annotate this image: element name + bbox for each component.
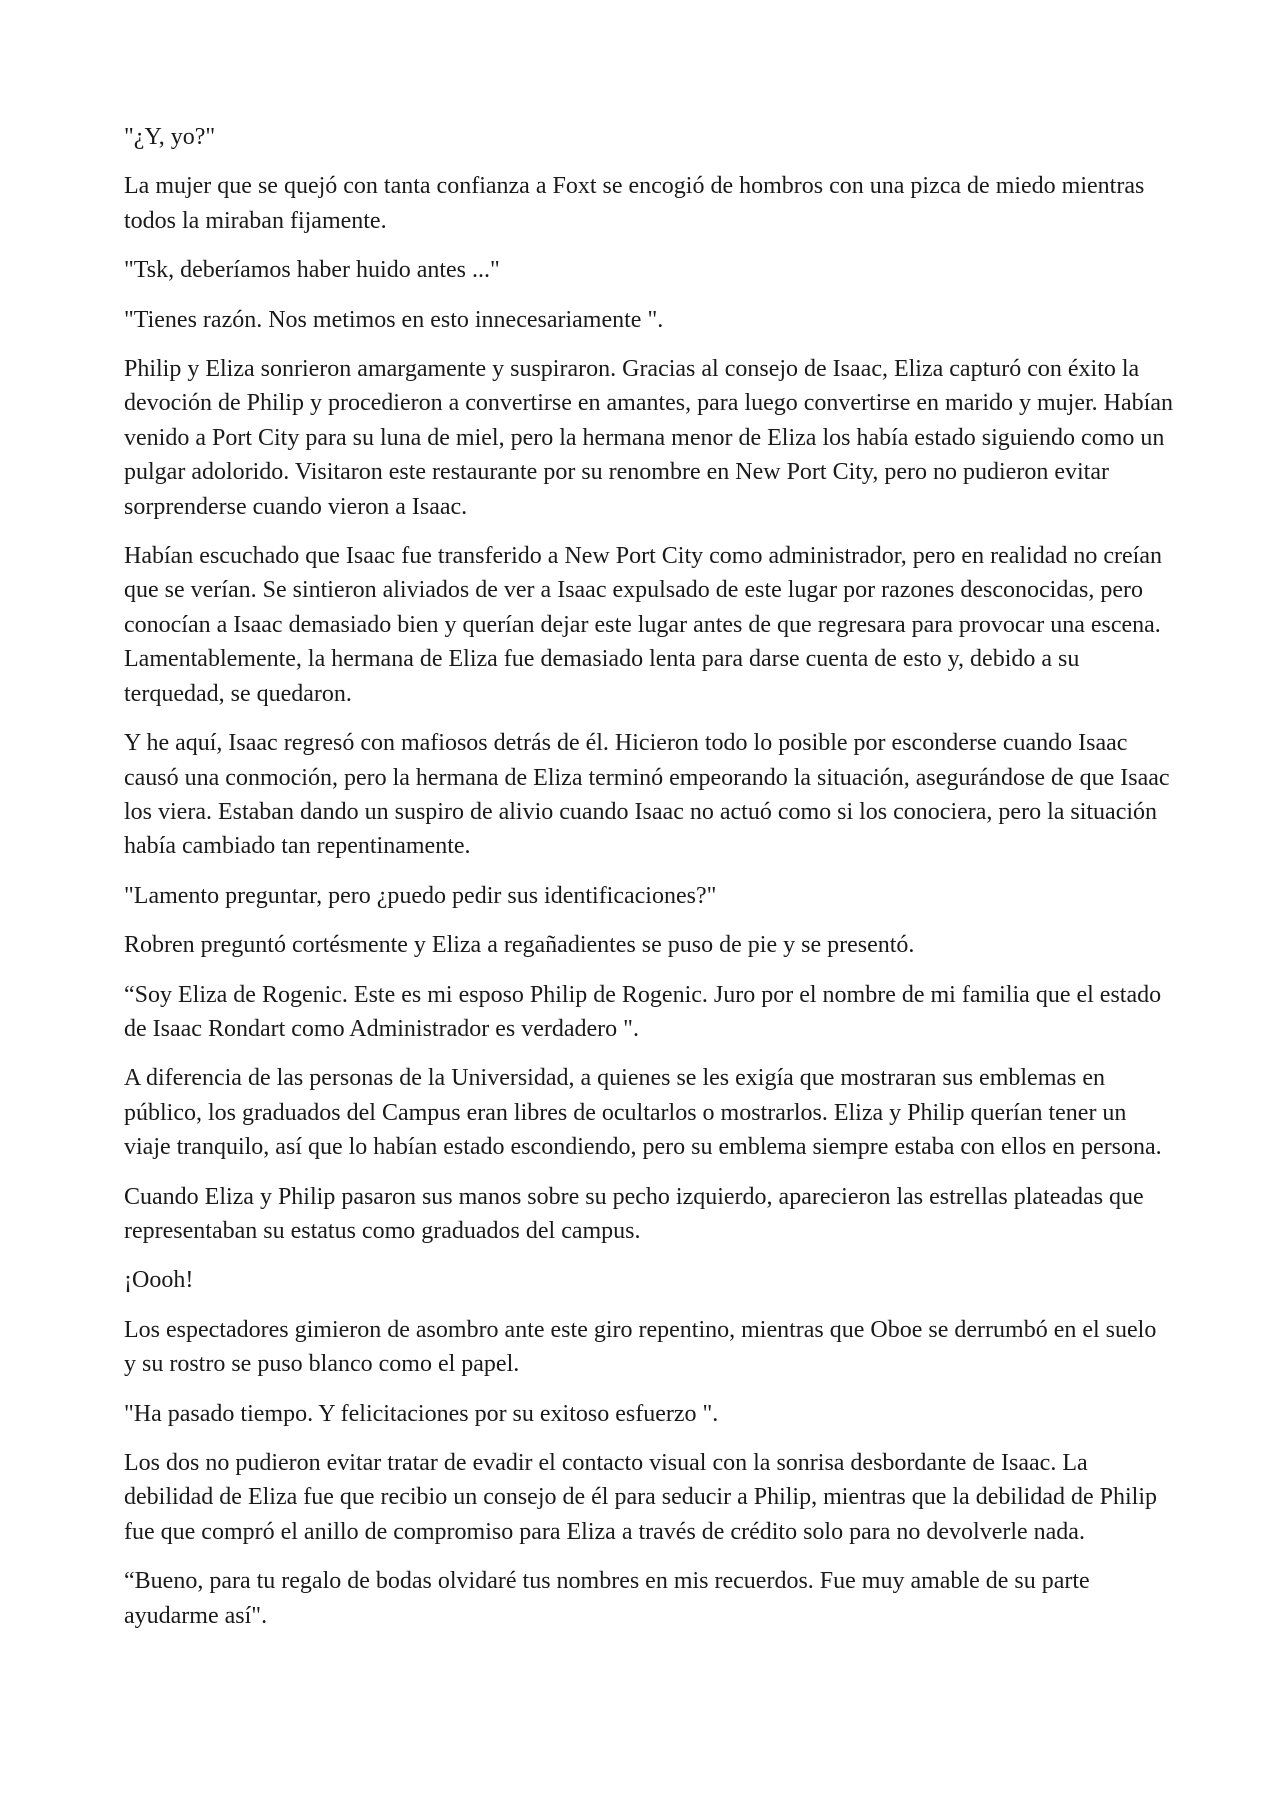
paragraph: "Tsk, deberíamos haber huido antes ..." xyxy=(124,257,500,284)
paragraph: "¿Y, yo?" xyxy=(124,124,216,150)
paragraph: La mujer que se quejó con tanta confianza a Foxt se encogió de hombros con una pizca de miedo mientras todos la miraban fijamente. xyxy=(124,173,1145,234)
document-page xyxy=(124,120,1174,1648)
paragraph: ¡Oooh! xyxy=(124,1267,194,1294)
paragraph: Los espectadores gimieron de asombro ante este giro repentino, mientras que Oboe se derrumbó en el suelo y su rostro se puso blanco como el papel. xyxy=(124,1316,1157,1378)
paragraph: "Ha pasado tiempo. Y felicitaciones por su exitoso esfuerzo ". xyxy=(124,1400,719,1427)
paragraph: A diferencia de las personas de la Universidad, a quienes se les exigía que mostraran sus emblemas en público, los graduados del Campus eran libres de ocultarlos o mostrarlos. Eliza y Philip querían tener un viaje tranquilo, así que lo habían estado escondiendo, pero su emblema siempre estaba con ellos en persona. xyxy=(124,1065,1162,1161)
paragraph: Robren preguntó cortésmente y Eliza a regañadientes se puso de pie y se presentó. xyxy=(124,932,915,959)
paragraph: “Bueno, para tu regalo de bodas olvidaré tus nombres en mis recuerdos. Fue muy amable de su parte ayudarme así". xyxy=(124,1568,1090,1629)
paragraph: “Soy Eliza de Rogenic. Este es mi esposo Philip de Rogenic. Juro por el nombre de mi familia que el estado de Isaac Rondart como Administrador es verdadero ". xyxy=(124,981,1162,1042)
paragraph: Philip y Eliza sonrieron amargamente y suspiraron. Gracias al consejo de Isaac, Eliza capturó con éxito la devoción de Philip y procedieron a convertirse en amantes, para luego convertirse en marido y mujer. Habían venido a Port City para su luna de miel, pero la hermana menor de Eliza los había estado siguiendo como un pulgar adolorido. Visitaron este restaurante por su renombre en New Port City, pero no pudieron evitar sorprenderse cuando vieron a Isaac. xyxy=(124,356,1173,520)
paragraph: Cuando Eliza y Philip pasaron sus manos sobre su pecho izquierdo, aparecieron las estrellas plateadas que representaban su estatus como graduados del campus. xyxy=(124,1183,1144,1244)
paragraph: Habían escuchado que Isaac fue transferido a New Port City como administrador, pero en realidad no creían que se verían. Se sintieron aliviados de ver a Isaac expulsado de este lugar por razones desconocidas, pero conocían a Isaac demasiado bien y querían dejar este lugar antes de que regresara para provocar una escena. Lamentablemente, la hermana de Eliza fue demasiado lenta para darse cuenta de esto y, debido a su terquedad, se quedaron. xyxy=(124,543,1162,707)
paragraph: Y he aquí, Isaac regresó con mafiosos detrás de él. Hicieron todo lo posible por esconderse cuando Isaac causó una conmoción, pero la hermana de Eliza terminó empeorando la situación, asegurándose de que Isaac los viera. Estaban dando un suspiro de alivio cuando Isaac no actuó como si los conociera, pero la situación había cambiado tan repentinamente. xyxy=(124,730,1170,860)
paragraph: "Tienes razón. Nos metimos en esto innecesariamente ". xyxy=(124,306,664,333)
paragraph: "Lamento preguntar, pero ¿puedo pedir sus identificaciones?" xyxy=(124,882,717,909)
paragraph: Los dos no pudieron evitar tratar de evadir el contacto visual con la sonrisa desbordante de Isaac. La debilidad de Eliza fue que recibio un consejo de él para seducir a Philip, mientras que la debilidad de Philip fue que compró el anillo de compromiso para Eliza a través de crédito solo para no devolverle nada. xyxy=(124,1450,1158,1545)
